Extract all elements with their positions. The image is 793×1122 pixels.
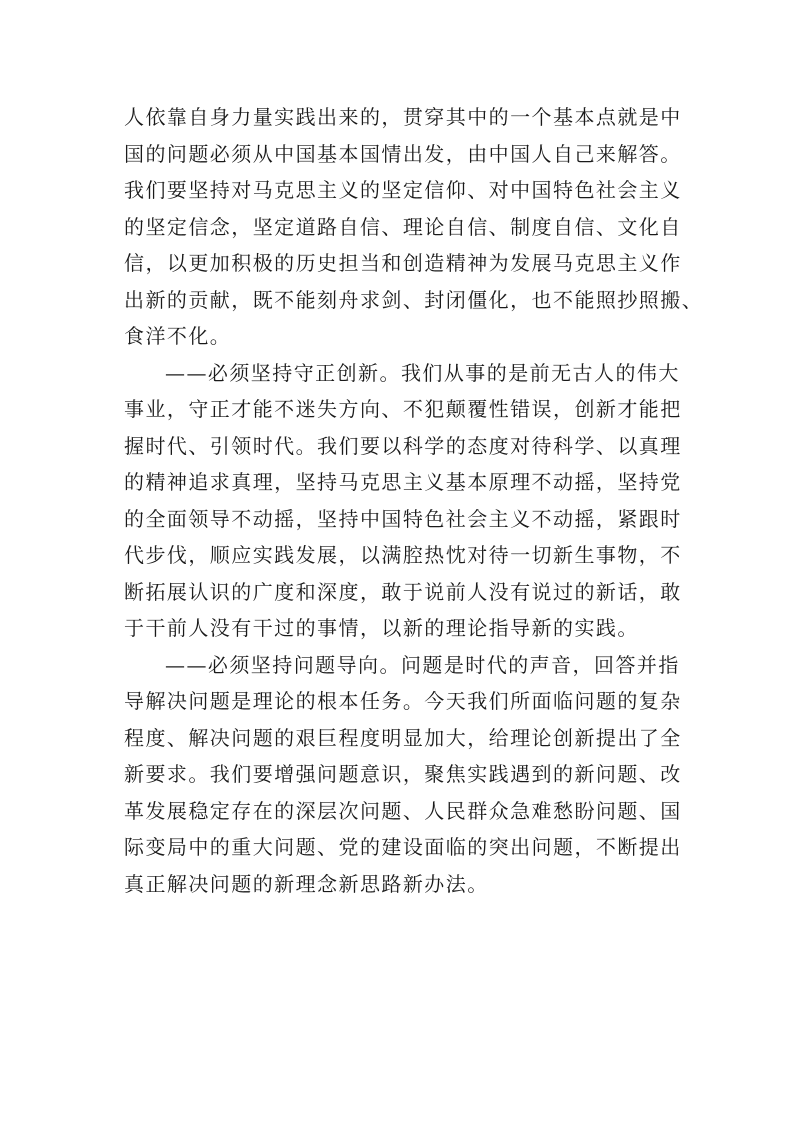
text-line: 的坚定信念，坚定道路自信、理论自信、制度自信、文化自 [124,214,682,239]
body-text [124,99,704,902]
text-line: 的精神追求真理，坚持马克思主义基本原理不动摇，坚持党 [124,470,682,494]
text-line: 出新的贡献，既不能刻舟求剑、封闭僵化，也不能照抄照搬、 [124,287,704,312]
text-line: 人依靠自身力量实践出来的，贯穿其中的一个基本点就是中 [124,105,682,129]
text-line: 新要求。我们要增强问题意识，聚焦实践遇到的新问题、改 [124,762,682,786]
text-line: 断拓展认识的广度和深度，敢于说前人没有说过的新话，敢 [124,579,682,604]
text-line: 革发展稳定存在的深层次问题、人民群众急难愁盼问题、国 [124,798,682,823]
text-line: 握时代、引领时代。我们要以科学的态度对待科学、以真理 [124,433,682,458]
text-line: 代步伐，顺应实践发展，以满腔热忱对待一切新生事物，不 [124,543,682,567]
text-line: 国的问题必须从中国基本国情出发，由中国人自己来解答。 [124,141,682,166]
text-line: 于干前人没有干过的事情，以新的理论指导新的实践。 [124,616,639,640]
text-line: 真正解决问题的新理念新思路新办法。 [124,871,489,896]
text-line: 我们要坚持对马克思主义的坚定信仰、对中国特色社会主义 [124,178,682,202]
text-line: 程度、解决问题的艰巨程度明显加大，给理论创新提出了全 [124,725,682,750]
text-line: 导解决问题是理论的根本任务。今天我们所面临问题的复杂 [124,689,682,713]
text-line: 事业，守正才能不迷失方向、不犯颠覆性错误，创新才能把 [124,397,682,421]
text-line: 的全面领导不动摇，坚持中国特色社会主义不动摇，紧跟时 [124,506,682,531]
text-line: 信，以更加积极的历史担当和创造精神为发展马克思主义作 [124,251,682,275]
paragraph-first-line: ——必须坚持守正创新。我们从事的是前无古人的伟大 [165,360,680,385]
paragraph-first-line: ——必须坚持问题导向。问题是时代的声音，回答并指 [165,652,680,677]
text-line: 际变局中的重大问题、党的建设面临的突出问题，不断提出 [124,835,682,859]
text-line: 食洋不化。 [124,324,232,348]
